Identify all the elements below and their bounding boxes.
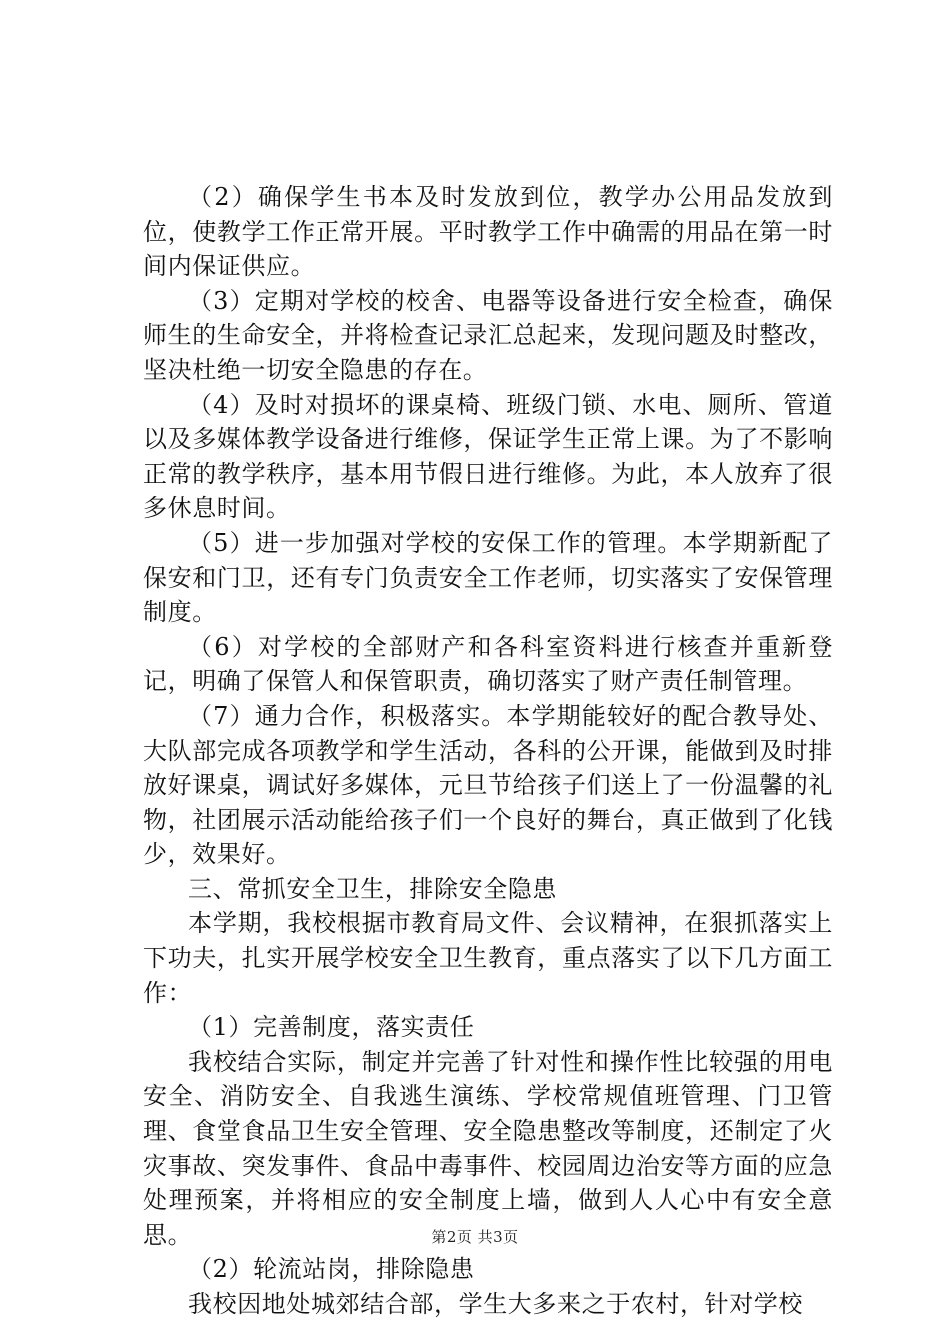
subheading-1: （1）完善制度，落实责任 <box>188 1013 475 1042</box>
paragraph-system: 我校结合实际，制定并完善了针对性和操作性比较强的用电安全、消防安全、自我逃生演练、学校常规值班管理、门卫管理、食堂食品卫生安全管理、安全隐患整改等制度，还制定了火灾事故、突发事件、食品中毒事件、校园周边治安等方面的应急处理预案，并将相应的安全制度上墙，做到人人心中有安全意思。 <box>143 1047 833 1249</box>
subheading-2: （2）轮流站岗，排除隐患 <box>188 1255 475 1284</box>
section-heading-safety: 三、常抓安全卫生，排除安全隐患 <box>188 874 557 903</box>
paragraph-item-6: （6）对学校的全部财产和各科室资料进行核查并重新登记，明确了保管人和保管职责，确切落实了财产责任制管理。 <box>143 632 833 696</box>
paragraph-item-5: （5）进一步加强对学校的安保工作的管理。本学期新配了保安和门卫，还有专门负责安全工作老师，切实落实了安保管理制度。 <box>143 528 833 627</box>
page-number-footer: 第2页 共3页 <box>431 1228 519 1246</box>
paragraph-item-7: （7）通力合作，积极落实。本学期能较好的配合教导处、大队部完成各项教学和学生活动，各科的公开课，能做到及时排放好课桌，调试好多媒体，元旦节给孩子们送上了一份温馨的礼物，社团展示活动能给孩子们一个良好的舞台，真正做到了化钱少，效果好。 <box>143 701 833 869</box>
paragraph-item-4: （4）及时对损坏的课桌椅、班级门锁、水电、厕所、管道以及多媒体教学设备进行维修，保证学生正常上课。为了不影响正常的教学秩序，基本用节假日进行维修。为此，本人放弃了很多休息时间。 <box>143 390 833 523</box>
paragraph-location: 我校因地处城郊结合部，学生大多来之于农村，针对学校 <box>188 1290 803 1318</box>
paragraph-item-2: （2）确保学生书本及时发放到位，教学办公用品发放到位，使教学工作正常开展。平时教学工作中确需的用品在第一时间内保证供应。 <box>143 183 833 281</box>
document-body <box>143 180 833 1322</box>
paragraph-item-3: （3）定期对学校的校舍、电器等设备进行安全检查，确保师生的生命安全，并将检查记录汇总起来，发现问题及时整改，坚决杜绝一切安全隐患的存在。 <box>143 286 833 384</box>
paragraph-intro: 本学期，我校根据市教育局文件、会议精神，在狠抓落实上下功夫，扎实开展学校安全卫生教育，重点落实了以下几方面工作： <box>143 909 833 1007</box>
